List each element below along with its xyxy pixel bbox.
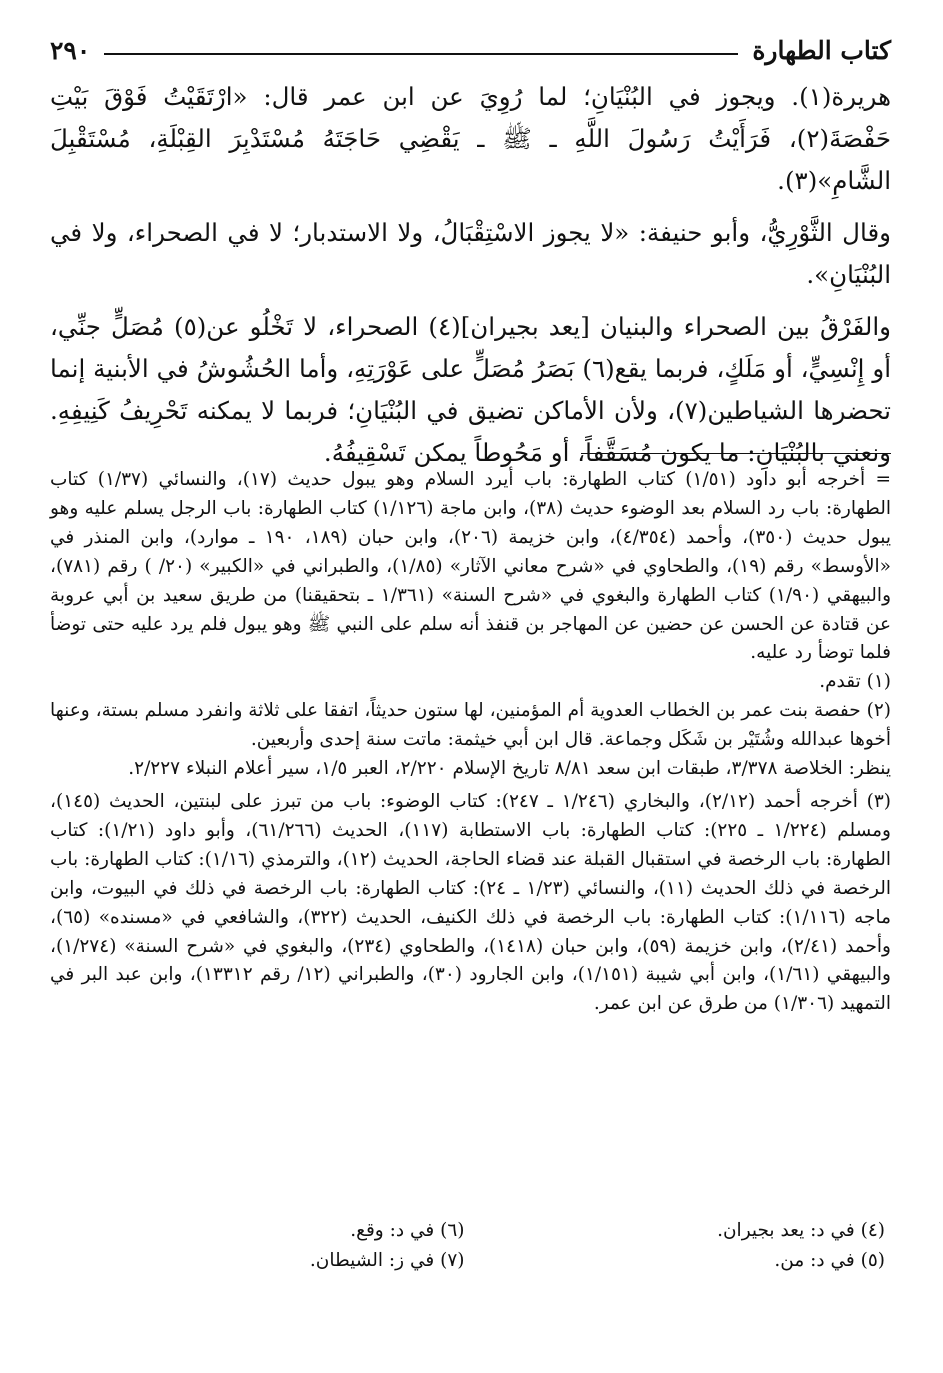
paragraph: وقال الثَّوْرِيُّ، وأبو حنيفة: «لا يجوز الاسْتِقْبَالُ، ولا الاستدبار؛ لا في الصحراء، ولا في البُنْيَانِ». (50, 218, 891, 289)
footnote-1: (١) تقدم. (819, 671, 891, 693)
manuscript-variants (50, 1216, 891, 1276)
variant-note: (٦) في د: وقع. (350, 1220, 465, 1241)
header-rule (104, 53, 738, 55)
footnotes (50, 466, 891, 1019)
paragraph: هريرة(١). ويجوز في البُنْيَانِ؛ لما رُوِيَ عن ابن عمر قال: «ارْتَقَيْتُ فَوْقَ بَيْتِ حَفْصَةَ(٢)، فَرَأَيْتُ رَسُولَ اللَّهِ ـ ﷺ ـ يَقْضِي حَاجَتَهُ مُسْتَدْبِرَ القِبْلَةِ، مُسْتَقْبِلَ الشَّامِ»(٣). (50, 82, 891, 195)
footnote-continued: = أخرجه أبو داود (١/٥١) كتاب الطهارة: باب أيرد السلام وهو يبول حديث (١٧)، والنسائي (١/٣٧) كتاب الطهارة: باب رد السلام بعد الوضوء حديث (٣٨)، وابن ماجة (١/١٢٦) كتاب الطهارة: باب الرجل يسلم عليه وهو يبول حديث (٣٥٠)، وأحمد (٤/٣٥٤)، وابن خزيمة (٢٠٦)، وابن حبان (١٨٩، ١٩٠ ـ موارد)، وابن المنذر في «الأوسط» رقم (١٩)، والطحاوي في «شرح معاني الآثار» (١/٨٥)، والطبراني في «الكبير» (٢٠/ ) رقم (٧٨١)، والبيهقي (١/٩٠) كتاب الطهارة والبغوي في «شرح السنة» (١/٣٦١ ـ بتحقيقنا) من طريق سعيد بن أبي عروبة عن قتادة عن الحسن عن حضين عن المهاجر بن قنفذ أنه سلم على النبي ﷺ وهو يبول فلم يرد عليه حتى توضأ فلما توضأ رد عليه. (50, 469, 891, 664)
page-header (50, 30, 891, 70)
footnote-2-references: ينظر: الخلاصة ٣/٣٧٨، طبقات ابن سعد ٨/٨١ تاريخ الإسلام ٢/٢٢٠، العبر ١/٥، سير أعلام النبلاء ٢/٢٢٧. (128, 758, 891, 780)
main-text (50, 76, 891, 484)
paragraph: والفَرْقُ بين الصحراء والبنيان [يعد بجيران](٤) الصحراء، لا تَخْلُو عن(٥) مُصَلٍّ جنِّي، أو إِنْسِيٍّ، أو مَلَكٍ، فربما يقع(٦) بَصَرُ مُصَلٍّ على عَوْرَتِهِ، وأما الحُشُوشُ في الأبنية إنما تحضرها الشياطين(٧)، ولأن الأماكن تضيق في البُنْيَانِ؛ فربما لا يمكنه تَحْرِيفُ كَنِيفِهِ. ونعني بالبُنْيَانِ: ما يكون مُسَقَّفاً، أو مَحُوطاً يمكن تَسْقِيفُهُ. (50, 312, 892, 467)
page-number: ٢٩٠ (50, 35, 91, 65)
footnote-divider (581, 453, 891, 454)
variant-note: (٤) في د: يعد بجيران. (717, 1220, 885, 1241)
variant-note: (٥) في د: من. (774, 1250, 885, 1271)
variant-note: (٧) في ز: الشيطان. (309, 1250, 465, 1271)
footnote-3: (٣) أخرجه أحمد (٢/١٢)، والبخاري (١/٢٤٦ ـ ٢٤٧): كتاب الوضوء: باب من تبرز على لبنتين، الحديث (١٤٥)، ومسلم (١/٢٢٤ ـ ٢٢٥): كتاب الطهارة: باب الاستطابة (١١٧)، الحديث (٦١/٢٦٦)، وأبو داود (١/٢١): كتاب الطهارة: باب الرخصة في استقبال القبلة عند قضاء الحاجة، الحديث (١٢)، والترمذي (١/١٦): كتاب الطهارة: باب الرخصة في ذلك الحديث (١١)، والنسائي (١/٢٣ ـ ٢٤): كتاب الطهارة: باب الرخصة في ذلك في البيوت، وابن ماجه (١/١١٦): كتاب الطهارة: باب الرخصة في ذلك الكنيف، الحديث (٣٢٢)، والشافعي في «مسنده» (٦٥)، وأحمد (٢/٤١)، وابن خزيمة (٥٩)، وابن حبان (١٤١٨)، والطحاوي (٢٣٤)، والبغوي في «شرح السنة» (١/٢٧٤)، والبيهقي (١/٦١)، وابن أبي شيبة (١/١٥١)، وابن الجارود (٣٠)، والطبراني (١٢/ رقم ١٣٣١٢)، وابن عبد البر في التمهيد (١/٣٠٦) من طرق عن ابن عمر. (50, 790, 892, 1015)
footnote-2: (٢) حفصة بنت عمر بن الخطاب العدوية أم المؤمنين، لها ستون حديثاً، اتفقا على ثلاثة وانفرد مسلم بستة، وعنها أخوها عبدالله وشُتَيْر بن شَكَل وجماعة. قال ابن أبي خيثمة: ماتت سنة إحدى وأربعين. (50, 700, 891, 751)
running-title: كتاب الطهارة (752, 35, 891, 65)
